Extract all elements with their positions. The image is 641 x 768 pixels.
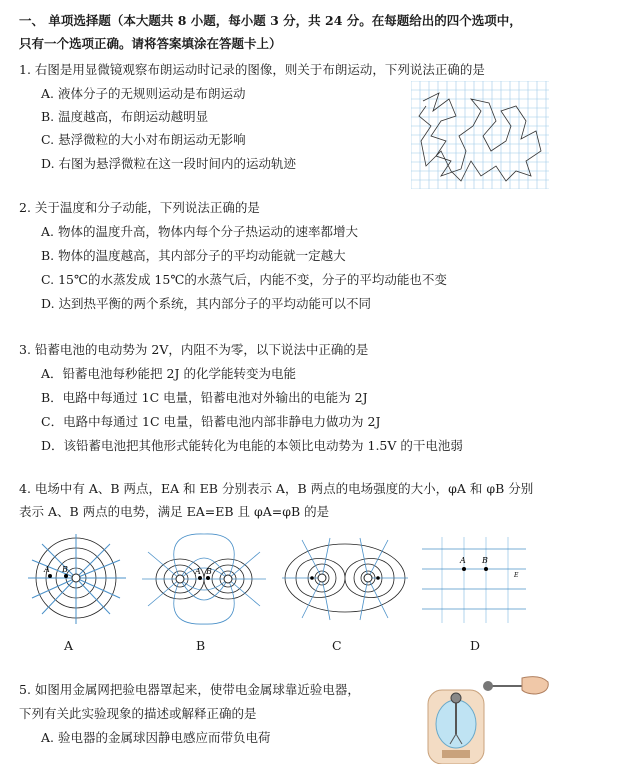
brownian-motion-figure [411,81,549,189]
fig-caption-c: C [332,638,342,653]
q1-option-d: D. 右图为悬浮微粒在这一段时间内的运动轨迹 [41,156,297,171]
fig-d-point-b: B [482,556,488,565]
fig-d-field-label: E [514,572,519,579]
fig-a-point-a: A [44,565,50,574]
fig-b-point-a: A [195,567,201,576]
q3-option-d: D．该铅蓄电池把其他形式能转化为电能的本领比电动势为 1.5V 的干电池弱 [41,438,463,453]
q2-option-d: D. 达到热平衡的两个系统，其内部分子的平均动能可以不同 [41,296,372,311]
q2-option-a: A. 物体的温度升高，物体内每个分子热运动的速率都增大 [41,224,358,239]
fig-caption-b: B [196,638,206,653]
q2-stem: 2. 关于温度和分子动能，下列说法正确的是 [19,200,260,215]
fig-b-point-b: B [206,567,212,576]
section-header-line2: 只有一个选项正确。请将答案填涂在答题卡上） [19,36,282,51]
q4-stem-line1: 4. 电场中有 A、B 两点，EA 和 EB 分别表示 A，B 两点的电场强度的大小，φA 和 φB 分别 [19,481,534,496]
q3-option-a: A．铅蓄电池每秒能把 2J 的化学能转变为电能 [41,366,296,381]
fig-caption-a: A [64,638,74,653]
electroscope-figure [422,668,552,764]
q3-stem: 3. 铅蓄电池的电动势为 2V，内阻不为零，以下说法中正确的是 [19,342,369,357]
section-header-line1: 一、 单项选择题（本大题共 8 小题，每小题 3 分，共 24 分。在每题给出的四个选项中， [19,13,522,28]
q1-option-b: B. 温度越高，布朗运动越明显 [41,109,209,124]
q2-option-c: C. 15℃的水蒸发成 15℃的水蒸气后，内能不变，分子的平均动能也不变 [41,272,447,287]
q3-option-c: C．电路中每通过 1C 电量，铅蓄电池内部非静电力做功为 2J [41,414,381,429]
fig-caption-d: D [470,638,481,653]
q2-option-b: B. 物体的温度越高，其内部分子的平均动能就一定越大 [41,248,346,263]
q1-option-c: C. 悬浮微粒的大小对布朗运动无影响 [41,132,246,147]
q5-option-a: A. 验电器的金属球因静电感应而带负电荷 [41,730,271,745]
q5-stem-line2: 下列有关此实验现象的描述或解释正确的是 [19,706,257,721]
q5-stem-line1: 5. 如图用金属网把验电器罩起来，使带电金属球靠近验电器， [19,682,360,697]
q4-stem-line2: 表示 A、B 两点的电势，满足 EA=EB 且 φA=φB 的是 [19,504,330,519]
field-figure-b [140,532,268,627]
fig-d-point-a: A [460,556,466,565]
field-figure-a [20,532,132,627]
field-figure-c [282,536,410,624]
q3-option-b: B．电路中每通过 1C 电量，铅蓄电池对外输出的电能为 2J [41,390,368,405]
fig-a-point-b: B [62,565,68,574]
field-figure-d [422,537,526,623]
q1-stem: 1. 右图是用显微镜观察布朗运动时记录的图像，则关于布朗运动，下列说法正确的是 [19,62,485,77]
q1-option-a: A. 液体分子的无规则运动是布朗运动 [41,86,246,101]
